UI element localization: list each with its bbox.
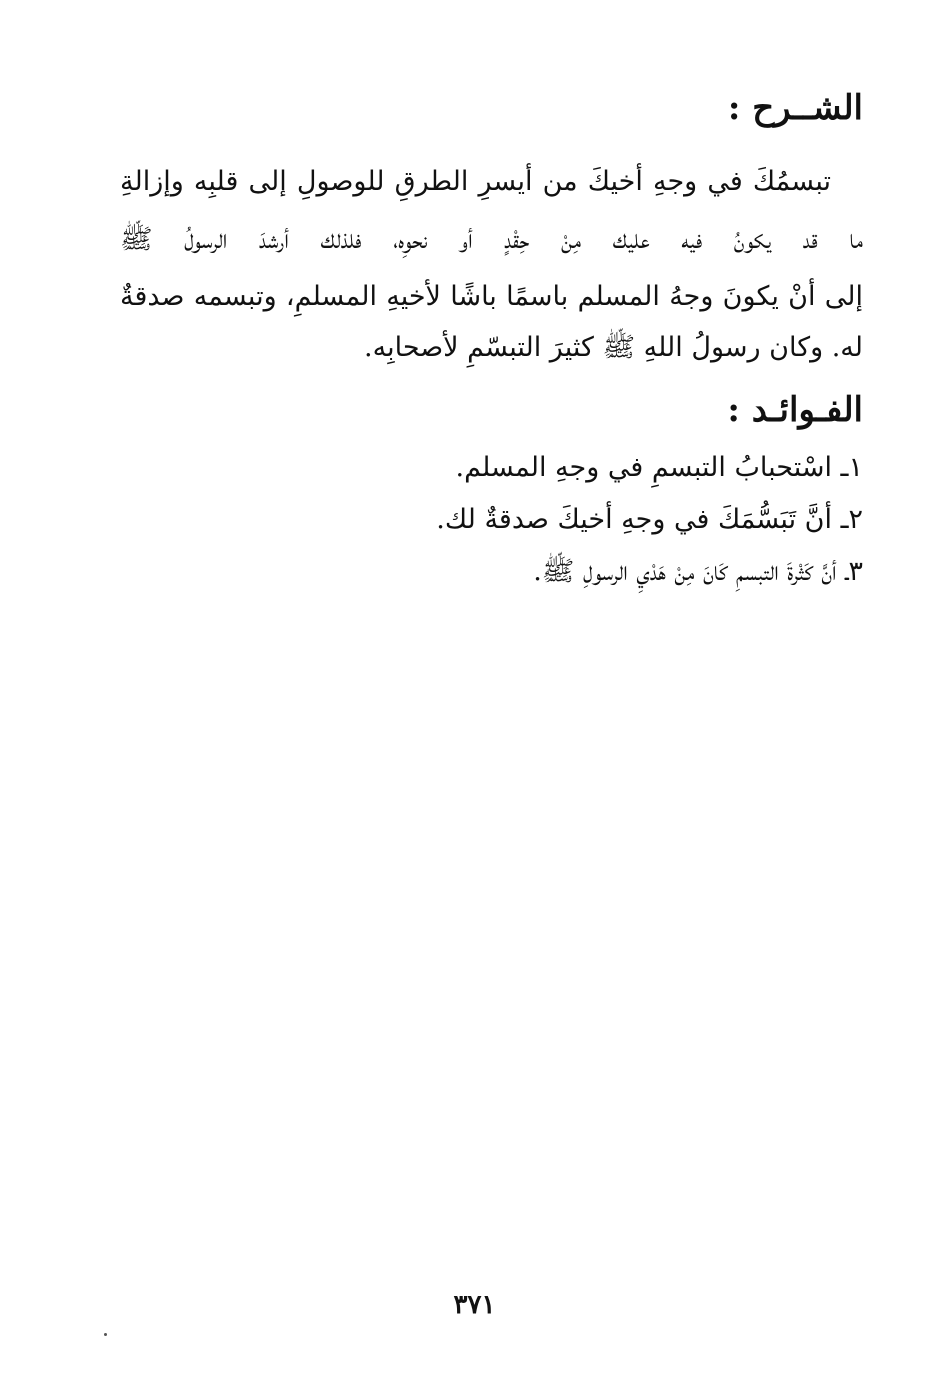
benefits-heading: الفـوائـد : bbox=[727, 390, 863, 430]
explanation-line-1: تبسمُكَ في وجهِ أخيكَ من أيسرِ الطرقِ للوصولِ إلى قلبِه وإزالةِ bbox=[120, 166, 831, 197]
page-number: ٣٧١ bbox=[453, 1290, 496, 1320]
explanation-line-3: إلى أنْ يكونَ وجهُ المسلم باسمًا باشًا لأخيهِ المسلمِ، وتبسمه صدقةٌ bbox=[120, 281, 863, 312]
benefit-item-2: ٢ـ أنَّ تَبَسُّمَكَ في وجهِ أخيكَ صدقةٌ لك. bbox=[436, 504, 863, 535]
benefit-item-3: ٣ـ أنَّ كَثْرةَ التبسمِ كَانَ مِنْ هَدْيِ الرسولِ ﷺ. bbox=[533, 556, 863, 587]
scan-speck bbox=[104, 1333, 107, 1336]
explanation-line-4: له. وكان رسولُ اللهِ ﷺ كثيرَ التبسّمِ لأصحابِه. bbox=[364, 332, 863, 363]
explanation-heading: الشــرح : bbox=[727, 88, 863, 128]
explanation-line-2: ما قد يكونُ فيه عليك مِنْ حِقْدٍ أو نحوِه، فلذلك أرشدَ الرسولُ ﷺ bbox=[120, 224, 863, 255]
benefits-list bbox=[123, 448, 863, 604]
benefit-item-1: ١ـ اسْتحبابُ التبسمِ في وجهِ المسلم. bbox=[455, 452, 863, 483]
